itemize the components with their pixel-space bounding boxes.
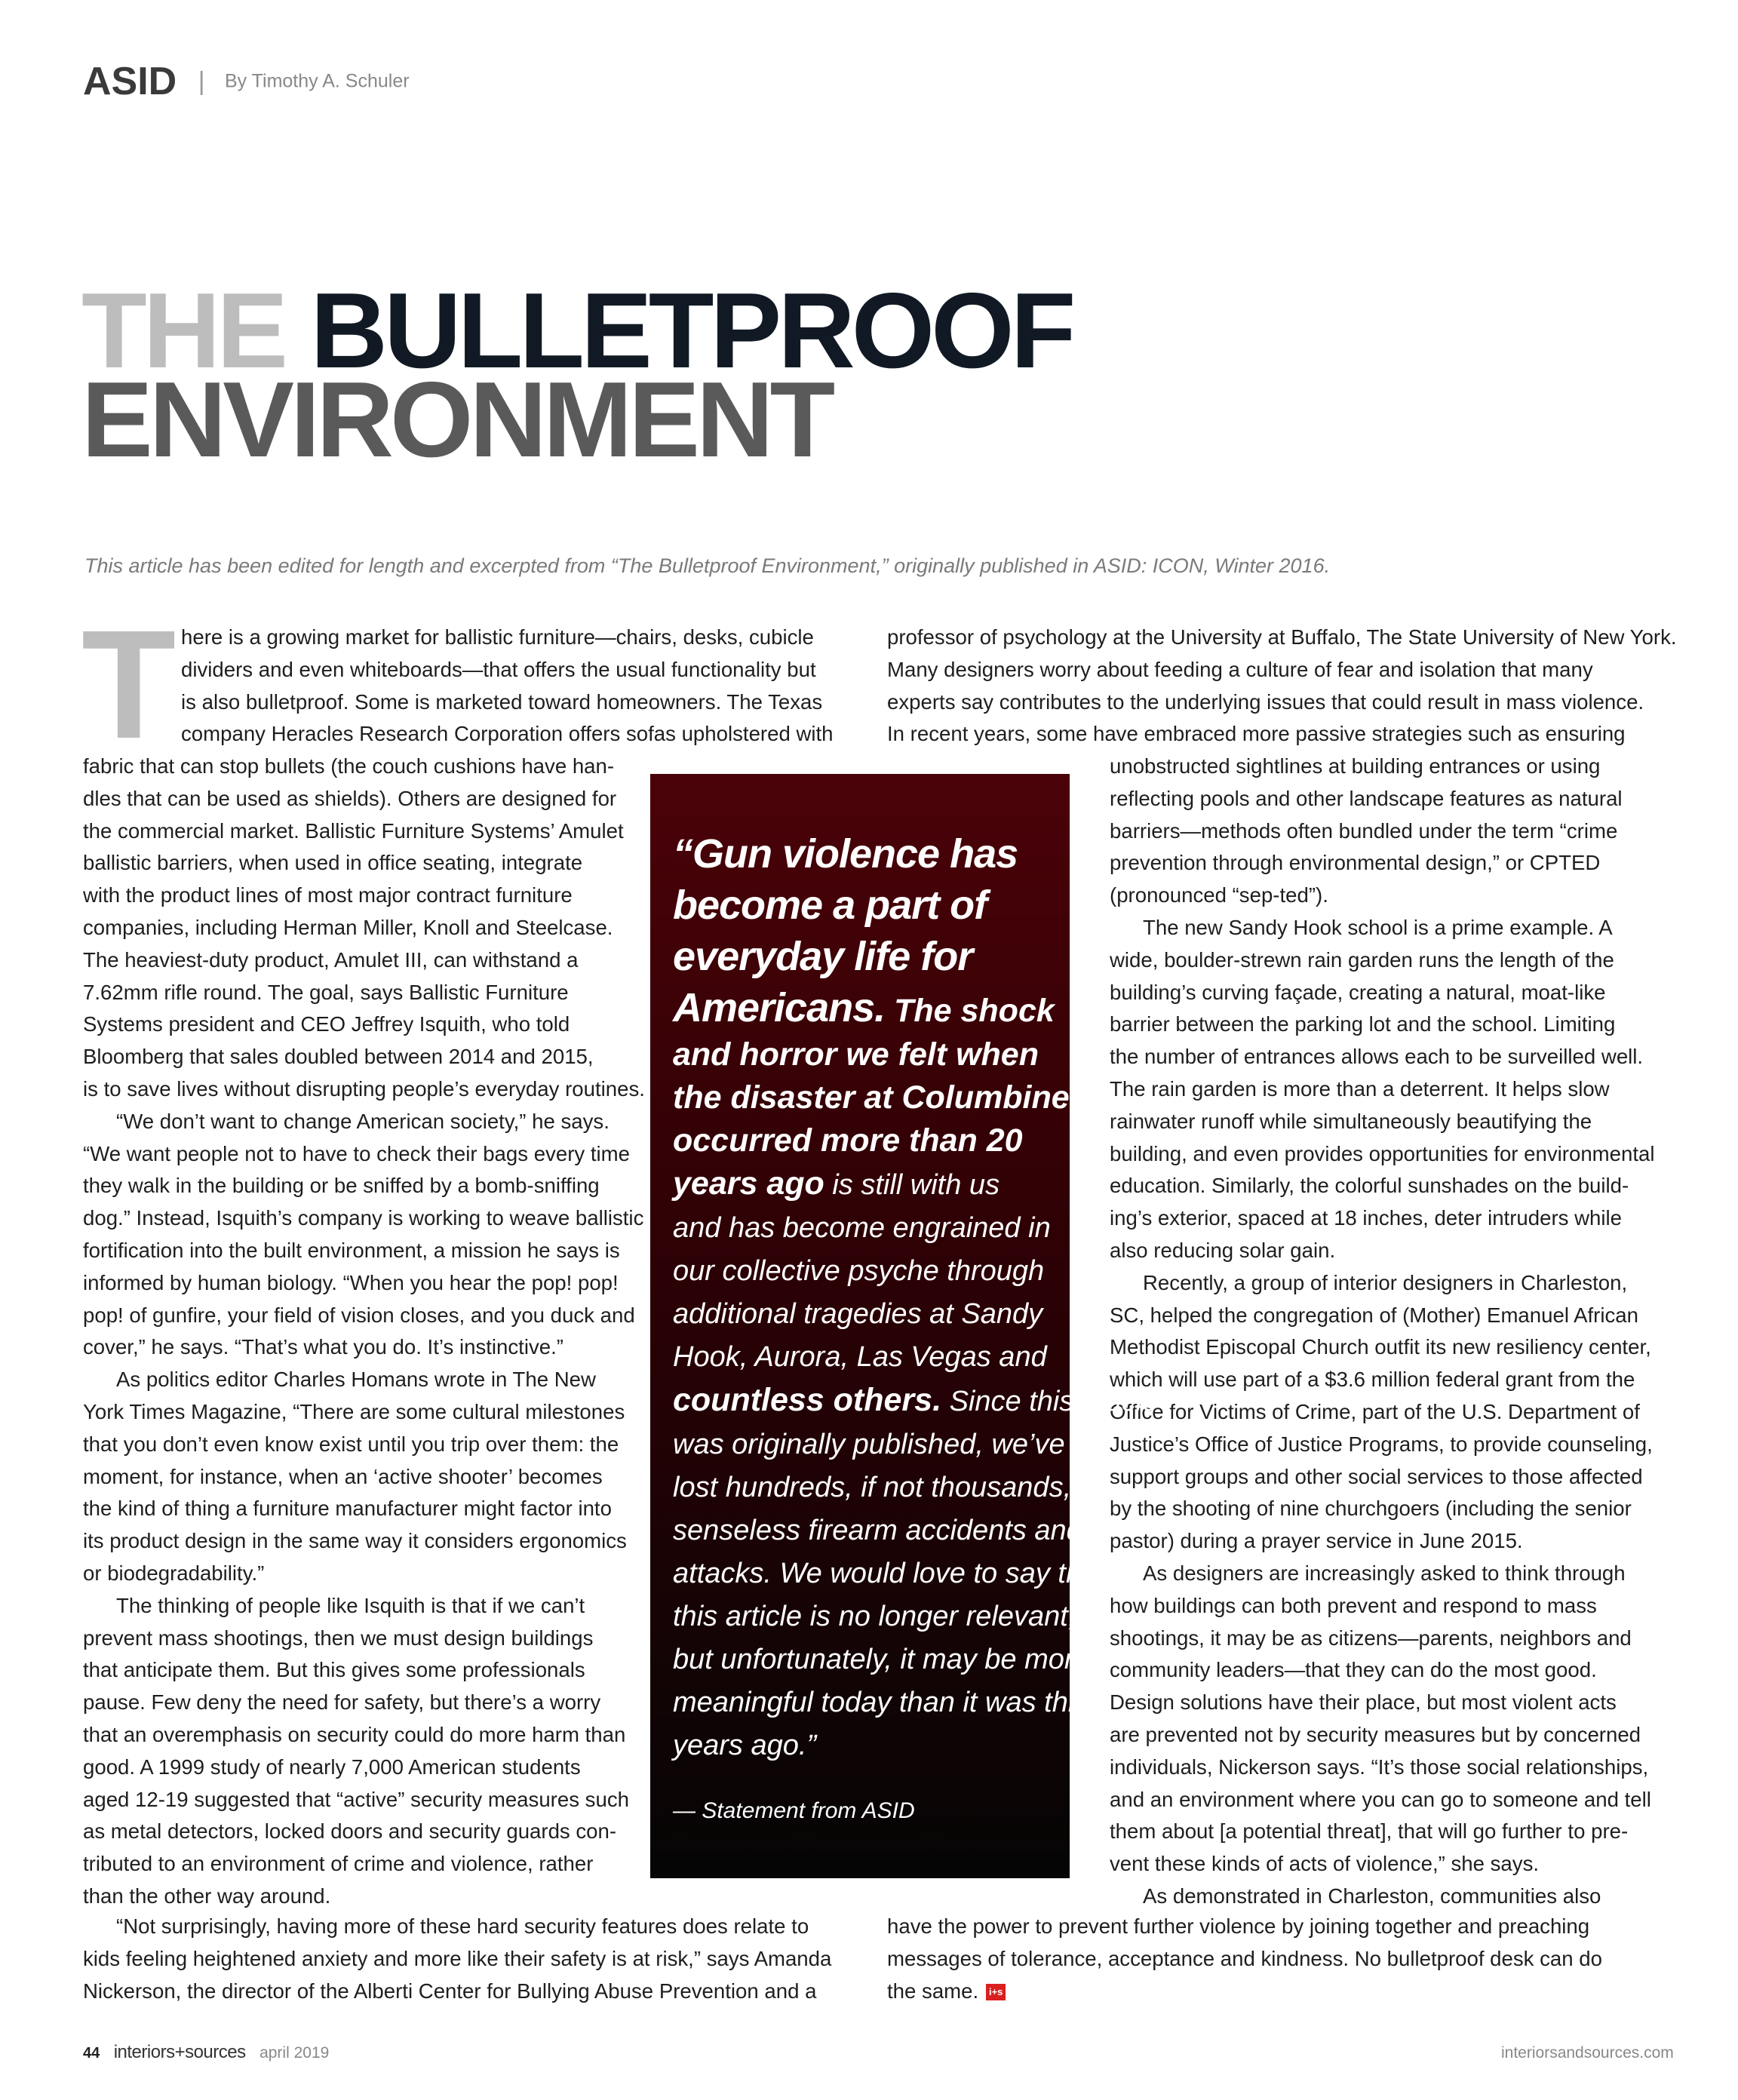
text-line: Justice’s Office of Justice Programs, to provide counseling,: [1110, 1432, 1653, 1456]
text-line: As demonstrated in Charleston, communities also: [1143, 1884, 1601, 1908]
magazine-name: interiors+sources: [113, 2042, 246, 2062]
pq-line: years ago.”: [673, 1730, 817, 1761]
text-line: support groups and other social services to those affected: [1110, 1464, 1643, 1488]
pq-emphasis: Americans.: [673, 985, 886, 1030]
text-line: prevent mass shootings, then we must design buildings: [83, 1626, 594, 1650]
text-line: as metal detectors, locked doors and security guards con-: [83, 1819, 617, 1844]
pq-line: [673, 1379, 1159, 1423]
col1-top: [181, 622, 847, 751]
text-line: building, and even provides opportunities for environmental: [1110, 1141, 1655, 1165]
text-line: aged 12-19 suggested that “active” security measures such: [83, 1787, 629, 1811]
text-line: the kind of thing a furniture manufacturer might factor into: [83, 1497, 612, 1521]
text-line: 7.62mm rifle round. The goal, says Ballistic Furniture: [83, 980, 569, 1004]
text-line: also reducing solar gain.: [1110, 1238, 1336, 1262]
pq-continuation: The shock: [885, 993, 1055, 1029]
text-line: informed by human biology. “When you hear the pop! pop!: [83, 1270, 619, 1294]
text-line: they walk in the building or be sniffed by a bomb-sniffing: [83, 1174, 600, 1198]
text-line: The new Sandy Hook school is a prime example. A: [1143, 915, 1613, 939]
pull-quote-text: [673, 828, 1159, 1767]
pq-line: the disaster at Columbine: [673, 1079, 1070, 1116]
text-line: shootings, it may be as citizens—parents, neighbors and: [1110, 1626, 1632, 1650]
text-line: kids feeling heightened anxiety and more like their safety is at risk,” says Amanda: [83, 1946, 832, 1970]
text-line: how buildings can both prevent and respond to mass: [1110, 1593, 1597, 1617]
text-line: Office for Victims of Crime, part of the U.S. Department of: [1110, 1399, 1640, 1423]
text-line: Design solutions have their place, but most violent acts: [1110, 1690, 1617, 1715]
col2-bottom: [887, 1911, 1657, 2007]
title-word-bulletproof: BULLETPROOF: [310, 271, 1073, 391]
col2-top: [887, 622, 1677, 751]
text-line: tributed to an environment of crime and violence, rather: [83, 1852, 594, 1876]
text-line: good. A 1999 study of nearly 7,000 American students: [83, 1755, 581, 1779]
pq-emphasis: countless others.: [673, 1382, 942, 1418]
text-line: here is a growing market for ballistic furniture—chairs, desks, cubicle: [181, 625, 814, 649]
pq-line: everyday life for: [673, 934, 973, 979]
text-line: experts say contributes to the underlying issues that could result in mass violence.: [887, 689, 1644, 714]
text-line: fortification into the built environment, a mission he says is: [83, 1238, 620, 1262]
text-line: The rain garden is more than a deterrent. It helps slow: [1110, 1076, 1610, 1101]
text-line: dog.” Instead, Isquith’s company is working to weave ballistic: [83, 1206, 644, 1230]
text-line: (pronounced “sep-ted”).: [1110, 883, 1328, 907]
col2-body: [1110, 751, 1683, 1913]
drop-cap: T: [81, 598, 177, 771]
text-line: than the other way around.: [83, 1884, 331, 1908]
text-line: The thinking of people like Isquith is that if we can’t: [116, 1593, 585, 1617]
text-line: pop! of gunfire, your field of vision closes, and you duck and: [83, 1303, 635, 1327]
text-line: that an overemphasis on security could do more harm than: [83, 1722, 626, 1746]
title-word-the: THE: [81, 271, 284, 391]
pq-line: become a part of: [673, 883, 987, 928]
text-line: which will use part of a $3.6 million federal grant from the: [1110, 1368, 1635, 1392]
pq-emphasis: years ago: [673, 1165, 824, 1202]
col1-bottom: [83, 1911, 852, 2007]
text-line: Nickerson, the director of the Alberti Center for Bullying Abuse Prevention and a: [83, 1979, 817, 2003]
text-line: them about [a potential threat], that will go further to pre-: [1110, 1819, 1629, 1844]
text-line: barrier between the parking lot and the school. Limiting: [1110, 1012, 1616, 1036]
text-line: individuals, Nickerson says. “It’s those social relationships,: [1110, 1755, 1649, 1779]
text-line: the commercial market. Ballistic Furniture Systems’ Amulet: [83, 818, 624, 843]
byline: By Timothy A. Schuler: [225, 70, 410, 92]
text-line: that you don’t even know exist until you trip over them: the: [83, 1432, 619, 1456]
text-line: Recently, a group of interior designers in Charleston,: [1143, 1270, 1628, 1294]
col1-body: [83, 751, 645, 1913]
text-line: or biodegradability.”: [83, 1561, 265, 1585]
text-line: professor of psychology at the University at Buffalo, The State University of New York.: [887, 625, 1677, 649]
pq-continuation: Since this article: [941, 1386, 1159, 1417]
pq-line: “Gun violence has: [673, 831, 1018, 877]
pq-line: additional tragedies at Sandy: [673, 1298, 1043, 1330]
page-header: [83, 59, 410, 104]
text-line: dles that can be used as shields). Others are designed for: [83, 786, 617, 810]
text-line: are prevented not by security measures but by concerned: [1110, 1722, 1641, 1746]
text-line: the number of entrances allows each to be surveilled well.: [1110, 1045, 1644, 1069]
text-line: education. Similarly, the colorful sunshades on the build-: [1110, 1174, 1629, 1198]
header-separator: |: [198, 66, 205, 96]
text-line: cover,” he says. “That’s what you do. It’s instinctive.”: [83, 1335, 563, 1359]
text-line: and an environment where you can go to someone and tell: [1110, 1787, 1651, 1811]
text-line-end: the same.: [887, 1979, 979, 2003]
text-line: As designers are increasingly asked to think through: [1143, 1561, 1626, 1585]
text-line: As politics editor Charles Homans wrote in The New: [116, 1368, 596, 1392]
text-line: In recent years, some have embraced more passive strategies such as ensuring: [887, 722, 1626, 746]
text-line: dividers and even whiteboards—that offers the usual functionality but: [181, 657, 816, 681]
pq-line: attacks. We would love to say that: [673, 1558, 1106, 1589]
text-line: wide, boulder-strewn rain garden runs the length of the: [1110, 947, 1614, 972]
text-line: is also bulletproof. Some is marketed toward homeowners. The Texas: [181, 689, 823, 714]
text-line: “Not surprisingly, having more of these hard security features does relate to: [116, 1914, 809, 1938]
pq-line: was originally published, we’ve: [673, 1429, 1065, 1460]
page-number: 44: [83, 2045, 100, 2062]
text-line: Methodist Episcopal Church outfit its new resiliency center,: [1110, 1335, 1651, 1359]
text-line: by the shooting of nine churchgoers (including the senior: [1110, 1497, 1632, 1521]
text-line: companies, including Herman Miller, Knoll and Steelcase.: [83, 915, 613, 939]
text-line: pause. Few deny the need for safety, but there’s a worry: [83, 1690, 601, 1715]
text-line: rainwater runoff while simultaneously beautifying the: [1110, 1109, 1592, 1133]
text-line: with the product lines of most major contract furniture: [83, 883, 573, 907]
text-line: unobstructed sightlines at building entrances or using: [1110, 754, 1601, 778]
pq-line: this article is no longer relevant,: [673, 1601, 1076, 1632]
text-line: [887, 1976, 1657, 2008]
issue-date: april 2019: [259, 2044, 330, 2062]
footer-website: interiorsandsources.com: [1501, 2044, 1674, 2062]
text-line: barriers—methods often bundled under the term “crime: [1110, 818, 1618, 843]
text-line: is to save lives without disrupting people’s everyday routines.: [83, 1076, 645, 1101]
pull-quote-box: [650, 774, 1159, 1878]
text-line: “We don’t want to change American society,” he says.: [116, 1109, 610, 1133]
text-line: messages of tolerance, acceptance and kindness. No bulletproof desk can do: [887, 1946, 1602, 1970]
text-line: Many designers worry about feeding a culture of fear and isolation that many: [887, 657, 1593, 681]
pq-line: [673, 982, 1065, 1033]
pq-line: Hook, Aurora, Las Vegas and: [673, 1341, 1047, 1373]
intro-note: This article has been edited for length and excerpted from “The Bulletproof Environment,” originally published in ASID: ICON, Winter 2016.: [84, 554, 1331, 577]
pq-line: lost hundreds, if not thousands, to: [673, 1472, 1104, 1503]
pq-continuation: is still with us: [824, 1169, 1000, 1201]
text-line: Bloomberg that sales doubled between 2014 and 2015,: [83, 1045, 594, 1069]
text-line: fabric that can stop bullets (the couch cushions have han-: [83, 754, 615, 778]
text-line: vent these kinds of acts of violence,” she says.: [1110, 1852, 1540, 1876]
text-line: York Times Magazine, “There are some cultural milestones: [83, 1399, 625, 1423]
pull-quote-attribution: — Statement from ASID: [673, 1798, 915, 1823]
article-title: [81, 271, 1073, 480]
section-label: ASID: [83, 60, 177, 103]
text-line: community leaders—that they can do the most good.: [1110, 1658, 1597, 1682]
text-line: Systems president and CEO Jeffrey Isquith, who told: [83, 1012, 570, 1036]
text-line: moment, for instance, when an ‘active shooter’ becomes: [83, 1464, 603, 1488]
footer-left: [83, 2042, 329, 2063]
pq-line: meaningful today than it was three: [673, 1687, 1110, 1718]
text-line: its product design in the same way it considers ergonomics: [83, 1529, 627, 1553]
text-line: have the power to prevent further violence by joining together and preaching: [887, 1914, 1590, 1938]
text-line: ballistic barriers, when used in office seating, integrate: [83, 851, 583, 875]
pq-line: our collective psyche through: [673, 1255, 1045, 1287]
end-mark-logo: i+s: [986, 1984, 1006, 2000]
text-line: SC, helped the congregation of (Mother) Emanuel African: [1110, 1303, 1638, 1327]
pq-line: and has become engrained in: [673, 1212, 1051, 1244]
text-line: prevention through environmental design,” or CPTED: [1110, 851, 1601, 875]
text-line: reflecting pools and other landscape features as natural: [1110, 786, 1623, 810]
text-line: ing’s exterior, spaced at 18 inches, deter intruders while: [1110, 1206, 1622, 1230]
pq-line: senseless firearm accidents and: [673, 1515, 1082, 1546]
pq-line: occurred more than 20: [673, 1122, 1023, 1159]
title-word-environment: ENVIRONMENT: [81, 360, 832, 480]
pq-line: and horror we felt when: [673, 1036, 1039, 1073]
text-line: that anticipate them. But this gives some professionals: [83, 1658, 585, 1682]
text-line: building’s curving façade, creating a natural, moat-like: [1110, 980, 1606, 1004]
text-line: “We want people not to have to check their bags every time: [83, 1141, 630, 1165]
text-line: The heaviest-duty product, Amulet III, can withstand a: [83, 947, 579, 972]
text-line: pastor) during a prayer service in June 2015.: [1110, 1529, 1523, 1553]
pq-line: [673, 1162, 1065, 1207]
pq-line: but unfortunately, it may be more: [673, 1644, 1090, 1675]
text-line: company Heracles Research Corporation offers sofas upholstered with: [181, 722, 834, 746]
